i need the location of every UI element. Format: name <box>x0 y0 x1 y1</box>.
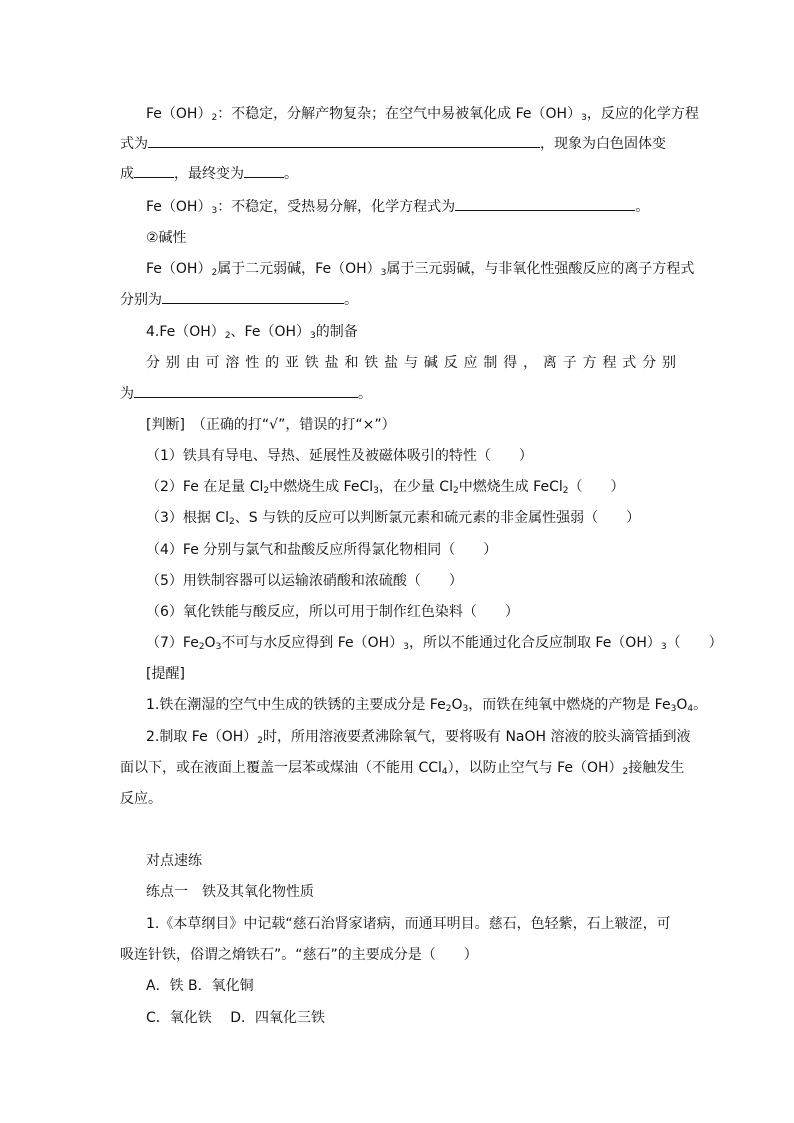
subscript: 3 <box>211 206 218 216</box>
subscript: 2 <box>211 113 218 123</box>
section-basicity-title: ②碱性 <box>146 230 187 246</box>
judge-heading: [判断] （正确的打“√”，错误的打“×”） <box>146 417 396 433</box>
text: 1.铁在潮湿的空气中生成的铁锈的主要成分是 Fe <box>146 697 446 713</box>
judge-item-7[interactable] <box>146 633 723 653</box>
subscript: 3 <box>403 642 409 652</box>
text: ，所以不能通过化合反应制取 Fe（OH） <box>408 635 661 651</box>
subscript: 3 <box>380 268 387 278</box>
text: ，最终变为 <box>174 166 244 182</box>
subscript: 2 <box>452 486 459 496</box>
section-4-title <box>146 322 676 342</box>
text: 中燃烧生成 FeCl <box>458 479 563 495</box>
text: 为 <box>120 386 134 402</box>
paragraph-basicity <box>146 259 695 279</box>
text: 2.制取 Fe（OH） <box>146 729 258 745</box>
subscript: 2 <box>198 642 205 652</box>
text: ：不稳定，分解产物复杂；在空气中易被氧化成 Fe（OH） <box>217 106 582 122</box>
subscript: 3 <box>310 331 316 341</box>
text: ，现象为白色固体变 <box>540 136 666 152</box>
fill-blank-color-1[interactable] <box>134 164 174 178</box>
tip-heading: [提醒] <box>146 666 185 682</box>
judge-item-1[interactable]: （1）铁具有导电、导热、延展性及被磁体吸引的特性（ ） <box>146 448 533 464</box>
options-c-d[interactable]: C．氧化铁 D．四氧化三铁 <box>146 1010 326 1026</box>
judge-item-3[interactable] <box>146 508 676 528</box>
text: 属于三元弱碱，与非氧化性强酸反应的离子方程式 <box>386 261 695 277</box>
text: ），以防止空气与 Fe（OH） <box>447 760 623 776</box>
subscript: 3 <box>660 642 667 652</box>
paragraph-line <box>120 164 676 184</box>
subscript: 2 <box>224 331 231 341</box>
fill-blank-decomposition[interactable] <box>455 197 635 211</box>
question-1: 1.《本草纲目》中记载“慈石治肾家诸病，而通耳明目。慈石，色轻紫，石上皲涩，可 <box>146 916 671 932</box>
text: 属于二元弱碱，Fe（OH） <box>217 261 381 277</box>
text: Fe（OH） <box>146 106 212 122</box>
text: （ ） <box>568 479 625 495</box>
text: 不可与水反应得到 Fe（OH） <box>221 635 404 651</box>
subscript: 2 <box>622 767 629 777</box>
subscript: 4 <box>441 767 448 777</box>
text: （3）根据 Cl <box>146 510 230 526</box>
text: O <box>204 635 216 651</box>
subscript: 3 <box>215 642 222 652</box>
fill-blank-color-2[interactable] <box>244 164 284 178</box>
text: （7）Fe <box>146 635 199 651</box>
text: ，在少量 Cl <box>378 479 453 495</box>
text: 。 <box>284 166 298 182</box>
subscript: 3 <box>373 486 379 496</box>
text: O <box>451 697 463 713</box>
fill-blank-equation[interactable] <box>148 134 540 148</box>
subscript: 2 <box>445 704 452 714</box>
text: 、Fe（OH） <box>230 324 310 340</box>
judge-item-6[interactable]: （6）氧化铁能与酸反应，所以可用于制作红色染料（ ） <box>146 604 519 620</box>
text: （2）Fe 在足量 Cl <box>146 479 264 495</box>
text: 。 <box>635 199 650 215</box>
text: 的制备 <box>315 324 358 340</box>
paragraph-line <box>120 384 676 404</box>
judge-item-2[interactable] <box>146 477 676 497</box>
text: 面以下，或在液面上覆盖一层苯或煤油（不能用 CCl <box>120 760 442 776</box>
practice-point-1: 练点一 铁及其氧化物性质 <box>146 884 314 900</box>
judge-item-4[interactable]: （4）Fe 分别与氯气和盐酸反应所得氯化物相同（ ） <box>146 542 498 558</box>
subscript: 2 <box>229 517 235 527</box>
text: 时，所用溶液要煮沸除氧气，要将吸有 NaOH 溶液的胶头滴管插到液 <box>263 729 691 745</box>
text: 分别为 <box>120 292 162 308</box>
subscript: 4 <box>687 704 694 714</box>
fill-blank-preparation[interactable] <box>134 384 358 398</box>
text: 接触发生 <box>628 760 685 776</box>
text: Fe（OH） <box>146 261 212 277</box>
tip-item-2 <box>146 727 691 747</box>
paragraph-line <box>120 134 676 154</box>
text: ，而铁在纯氧中燃烧的产物是 Fe <box>468 697 671 713</box>
subscript: 2 <box>257 736 263 746</box>
paragraph-fe-oh2-properties <box>146 104 699 124</box>
text: 4.Fe（OH） <box>146 324 225 340</box>
paragraph-fe-oh3-properties <box>146 197 676 217</box>
paragraph-line <box>120 758 685 778</box>
text: 。 <box>344 292 358 308</box>
subscript: 2 <box>562 486 569 496</box>
text: （ ） <box>666 635 723 651</box>
text: O <box>676 697 688 713</box>
paragraph-preparation: 分别由可溶性的亚铁盐和铁盐与碱反应制得，离子方程式分别 <box>146 355 676 371</box>
tip-item-1 <box>146 695 708 715</box>
text: ：不稳定，受热易分解，化学方程式为 <box>217 199 456 215</box>
question-1-cont: 吸连针铁，俗谓之熁铁石”。“慈石”的主要成分是（ ） <box>120 947 478 963</box>
paragraph-line: 反应。 <box>120 791 162 807</box>
text: 中燃烧生成 FeCl <box>269 479 374 495</box>
text: 成 <box>120 166 134 182</box>
text: ，反应的化学方程 <box>586 106 699 122</box>
text: 。 <box>358 386 372 402</box>
text: 。 <box>693 697 708 713</box>
options-a-b[interactable]: A．铁 B．氧化铜 <box>146 978 254 994</box>
subscript: 3 <box>670 704 677 714</box>
subscript: 3 <box>462 704 469 714</box>
text: 式为 <box>120 136 148 152</box>
paragraph-line <box>120 290 676 310</box>
subscript: 2 <box>211 268 218 278</box>
subscript: 2 <box>263 486 270 496</box>
judge-item-5[interactable]: （5）用铁制容器可以运输浓硝酸和浓硫酸（ ） <box>146 573 463 589</box>
subscript: 3 <box>581 113 587 123</box>
fill-blank-ionic-equation[interactable] <box>162 290 344 304</box>
text: 、S 与铁的反应可以判断氯元素和硫元素的非金属性强弱（ ） <box>234 510 641 526</box>
text: Fe（OH） <box>146 199 212 215</box>
practice-heading: 对点速练 <box>146 853 202 869</box>
